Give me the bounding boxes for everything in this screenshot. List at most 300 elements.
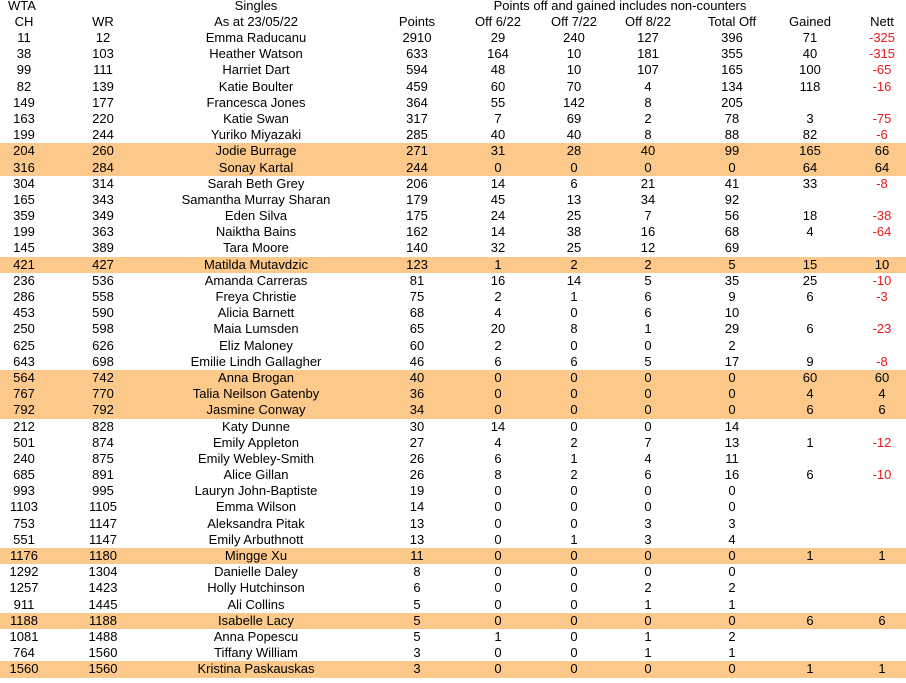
cell-off2: 1	[570, 531, 578, 547]
cell-wr: 536	[92, 272, 114, 288]
cell-off1: 0	[494, 580, 502, 596]
cell-points: 364	[406, 94, 428, 110]
cell-points: 8	[413, 564, 421, 580]
cell-wr: 875	[92, 450, 114, 466]
cell-off3: 5	[644, 272, 652, 288]
cell-points: 40	[409, 369, 425, 385]
header-wta: WTA	[8, 0, 36, 13]
cell-off3: 40	[640, 143, 656, 159]
cell-nett: 6	[878, 402, 886, 418]
cell-name: Katie Boulter	[218, 78, 294, 94]
cell-ch: 38	[16, 46, 32, 62]
cell-off3: 127	[637, 30, 659, 45]
cell-nett	[858, 532, 906, 548]
cell-nett: 64	[874, 159, 890, 175]
cell-total: 205	[721, 94, 743, 110]
cell-name: Mingge Xu	[224, 548, 288, 563]
cell-ch: 501	[13, 434, 35, 450]
cell-points: 30	[409, 418, 425, 434]
cell-off2: 0	[570, 418, 578, 434]
cell-ch: 99	[16, 62, 32, 78]
cell-name: Ali Collins	[227, 596, 285, 612]
cell-off3: 3	[644, 515, 652, 531]
cell-off2: 14	[566, 272, 582, 288]
cell-total: 17	[724, 353, 740, 369]
cell-gained: 25	[802, 272, 818, 288]
cell-ch: 1103	[10, 499, 38, 515]
cell-nett: -23	[872, 321, 892, 337]
cell-gained: 118	[799, 78, 821, 94]
cell-nett	[858, 192, 906, 208]
cell-wr: 427	[92, 256, 114, 272]
cell-points: 60	[409, 337, 425, 353]
cell-off2: 25	[566, 240, 582, 256]
cell-gained: 40	[802, 46, 818, 62]
cell-total: 99	[724, 143, 740, 159]
cell-nett: -75	[872, 110, 892, 126]
cell-total: 78	[724, 110, 740, 126]
cell-off3: 34	[640, 191, 656, 207]
cell-nett: 10	[874, 256, 890, 272]
cell-name: Alicia Barnett	[217, 305, 295, 321]
cell-total: 0	[728, 386, 736, 402]
cell-off2: 28	[566, 143, 582, 159]
col-header-off1: Off 6/22	[474, 14, 521, 29]
cell-off3: 0	[644, 159, 652, 175]
cell-name: Tiffany William	[214, 645, 298, 661]
cell-off1: 0	[494, 596, 502, 612]
cell-nett: -8	[876, 175, 888, 191]
cell-nett	[858, 338, 906, 354]
cell-name: Naiktha Bains	[215, 224, 297, 240]
cell-off2: 0	[570, 386, 578, 402]
table-row	[0, 305, 906, 321]
cell-off1: 32	[490, 240, 506, 256]
cell-ch: 145	[13, 240, 35, 256]
cell-ch: 421	[13, 256, 35, 272]
cell-off3: 16	[640, 224, 656, 240]
cell-total: 1	[728, 645, 736, 661]
table-row	[0, 240, 906, 256]
cell-total: 2	[728, 337, 736, 353]
cell-off1: 0	[494, 548, 502, 563]
header-note: Points off and gained includes non-counters	[493, 0, 747, 13]
cell-name: Emily Arbuthnott	[208, 531, 304, 547]
cell-ch: 212	[13, 418, 35, 434]
cell-off1: 4	[494, 434, 502, 450]
cell-off1: 60	[490, 78, 506, 94]
cell-off2: 240	[563, 30, 585, 45]
cell-gained: 4	[806, 386, 814, 402]
table-row	[0, 79, 906, 95]
cell-name: Danielle Daley	[214, 564, 298, 580]
cell-off2: 25	[566, 208, 582, 224]
cell-wr: 770	[92, 386, 114, 402]
cell-off3: 4	[644, 78, 652, 94]
cell-points: 19	[409, 483, 425, 499]
cell-off2: 0	[570, 564, 578, 580]
cell-points: 13	[409, 515, 425, 531]
table-row	[0, 548, 906, 564]
cell-off2: 38	[566, 224, 582, 240]
cell-total: 69	[724, 240, 740, 256]
cell-off1: 14	[490, 418, 506, 434]
player-rows	[0, 30, 906, 678]
cell-total: 2	[728, 628, 736, 644]
cell-nett: -10	[872, 467, 892, 483]
cell-off2: 0	[570, 159, 578, 175]
cell-nett	[858, 580, 906, 596]
cell-nett: -64	[872, 224, 892, 240]
cell-wr: 363	[92, 224, 114, 240]
table-row	[0, 661, 906, 677]
table-row	[0, 435, 906, 451]
cell-nett	[858, 483, 906, 499]
cell-off3: 0	[644, 499, 652, 515]
cell-ch: 1292	[9, 564, 39, 580]
cell-gained: 165	[799, 143, 821, 159]
cell-wr: 698	[92, 353, 114, 369]
cell-wr: 1105	[89, 499, 117, 515]
table-row	[0, 208, 906, 224]
cell-off1: 40	[490, 127, 506, 143]
cell-off3: 0	[644, 483, 652, 499]
cell-name: Maia Lumsden	[213, 321, 299, 337]
table-row	[0, 580, 906, 596]
cell-points: 13	[409, 531, 425, 547]
cell-ch: 453	[13, 305, 35, 321]
cell-off1: 45	[490, 191, 506, 207]
cell-name: Samantha Murray Sharan	[181, 191, 331, 207]
cell-nett	[858, 645, 906, 661]
cell-wr: 260	[92, 143, 114, 159]
cell-ch: 286	[13, 289, 35, 304]
cell-nett: -6	[876, 127, 888, 143]
header-singles: Singles	[234, 0, 278, 13]
cell-ch: 316	[13, 159, 35, 175]
cell-nett: -16	[872, 78, 892, 94]
cell-ch: 236	[13, 272, 35, 288]
cell-nett	[858, 451, 906, 467]
cell-off3: 6	[644, 289, 652, 304]
cell-wr: 1445	[88, 596, 118, 612]
cell-points: 46	[409, 353, 425, 369]
cell-total: 396	[721, 30, 743, 45]
cell-gained	[780, 338, 840, 354]
cell-total: 134	[721, 78, 743, 94]
cell-total: 0	[728, 548, 736, 563]
cell-nett: -10	[872, 272, 892, 288]
cell-points: 140	[406, 240, 428, 256]
cell-off3: 8	[644, 94, 652, 110]
cell-gained: 6	[806, 321, 814, 337]
cell-off2: 0	[570, 499, 578, 515]
cell-off3: 0	[644, 661, 652, 677]
cell-off1: 164	[487, 46, 509, 62]
cell-ch: 551	[13, 531, 35, 547]
cell-wr: 1423	[88, 580, 118, 596]
table-row	[0, 467, 906, 483]
col-header-off3: Off 8/22	[624, 14, 671, 29]
cell-off2: 0	[570, 548, 578, 563]
cell-wr: 177	[92, 94, 114, 110]
cell-off3: 12	[640, 240, 656, 256]
cell-off3: 2	[644, 256, 652, 272]
cell-ch: 240	[13, 450, 35, 466]
cell-off1: 48	[490, 62, 506, 78]
cell-nett	[858, 629, 906, 645]
cell-off2: 0	[570, 305, 578, 321]
cell-wr: 792	[92, 402, 114, 418]
cell-total: 165	[721, 62, 743, 78]
cell-points: 285	[406, 127, 428, 143]
cell-nett: -65	[872, 62, 892, 78]
cell-gained: 33	[802, 175, 818, 191]
cell-points: 179	[406, 191, 428, 207]
cell-off1: 31	[490, 143, 506, 159]
cell-points: 162	[406, 224, 428, 240]
cell-total: 68	[724, 224, 740, 240]
cell-nett	[858, 305, 906, 321]
cell-points: 594	[406, 62, 428, 78]
table-row	[0, 273, 906, 289]
cell-off3: 0	[644, 402, 652, 418]
cell-off3: 0	[644, 548, 652, 563]
cell-ch: 753	[13, 515, 35, 531]
cell-off1: 20	[490, 321, 506, 337]
cell-name: Yuriko Miyazaki	[210, 127, 302, 143]
cell-gained: 4	[806, 224, 814, 240]
cell-off2: 0	[570, 337, 578, 353]
cell-gained	[780, 240, 840, 256]
cell-nett: 4	[878, 386, 886, 402]
cell-gained: 18	[802, 208, 818, 224]
cell-name: Anna Brogan	[218, 369, 294, 385]
cell-name: Sonay Kartal	[218, 159, 294, 175]
cell-points: 2910	[402, 30, 432, 45]
cell-gained	[780, 451, 840, 467]
cell-off2: 1	[570, 289, 578, 304]
cell-off2: 70	[566, 78, 582, 94]
cell-points: 459	[406, 78, 428, 94]
cell-ch: 163	[13, 110, 35, 126]
cell-off2: 0	[570, 645, 578, 661]
cell-points: 175	[406, 208, 428, 224]
cell-name: Francesca Jones	[206, 94, 306, 110]
table-row	[0, 386, 906, 402]
cell-points: 68	[409, 305, 425, 321]
cell-off2: 0	[570, 580, 578, 596]
cell-off3: 6	[644, 467, 652, 483]
cell-wr: 1560	[88, 645, 118, 661]
cell-off2: 2	[570, 467, 578, 483]
cell-ch: 1081	[9, 628, 39, 644]
cell-gained: 1	[806, 434, 814, 450]
cell-off2: 1	[570, 450, 578, 466]
cell-total: 10	[724, 305, 740, 321]
cell-nett	[858, 95, 906, 111]
cell-total: 2	[728, 580, 736, 596]
cell-off2: 0	[570, 402, 578, 418]
cell-points: 3	[413, 661, 421, 677]
cell-off3: 0	[644, 612, 652, 628]
cell-off1: 1	[494, 628, 502, 644]
cell-off1: 0	[494, 386, 502, 402]
cell-points: 65	[409, 321, 425, 337]
table-row	[0, 62, 906, 78]
cell-ch: 625	[13, 337, 35, 353]
cell-off2: 0	[570, 369, 578, 385]
cell-off3: 107	[637, 62, 659, 78]
cell-gained: 6	[806, 402, 814, 418]
cell-points: 633	[406, 46, 428, 62]
cell-off2: 0	[570, 515, 578, 531]
cell-wr: 139	[92, 78, 114, 94]
cell-name: Katie Swan	[223, 110, 289, 126]
table-row	[0, 597, 906, 613]
cell-ch: 1176	[10, 548, 38, 563]
cell-off2: 8	[570, 321, 578, 337]
cell-name: Alice Gillan	[223, 467, 289, 483]
table-row	[0, 95, 906, 111]
cell-gained	[780, 305, 840, 321]
cell-off2: 69	[566, 110, 582, 126]
cell-gained: 60	[802, 369, 818, 385]
cell-off1: 1	[494, 256, 502, 272]
table-row	[0, 224, 906, 240]
table-row	[0, 370, 906, 386]
cell-wr: 1488	[88, 628, 118, 644]
cell-name: Holly Hutchinson	[207, 580, 305, 596]
cell-off2: 6	[570, 175, 578, 191]
table-row	[0, 516, 906, 532]
cell-ch: 199	[13, 127, 35, 143]
cell-off1: 0	[494, 499, 502, 515]
cell-wr: 1188	[89, 612, 117, 628]
cell-off3: 1	[644, 596, 652, 612]
cell-gained: 71	[802, 30, 818, 45]
table-row	[0, 111, 906, 127]
table-row	[0, 354, 906, 370]
table-row	[0, 419, 906, 435]
cell-off2: 2	[570, 256, 578, 272]
cell-gained	[780, 499, 840, 515]
cell-ch: 564	[13, 369, 35, 385]
col-header-total: Total Off	[707, 14, 757, 29]
cell-nett	[858, 597, 906, 613]
cell-wr: 389	[92, 240, 114, 256]
cell-total: 16	[724, 467, 740, 483]
table-row	[0, 257, 906, 273]
cell-off2: 2	[570, 434, 578, 450]
cell-gained: 3	[806, 110, 814, 126]
cell-off1: 0	[494, 483, 502, 499]
cell-total: 0	[728, 483, 736, 499]
cell-wr: 891	[92, 467, 114, 483]
cell-name: Amanda Carreras	[204, 272, 308, 288]
col-header-name: As at 23/05/22	[214, 14, 298, 29]
cell-gained: 100	[799, 62, 821, 78]
cell-gained: 9	[806, 353, 814, 369]
cell-ch: 911	[13, 596, 35, 612]
cell-total: 41	[724, 175, 740, 191]
cell-total: 56	[724, 208, 740, 224]
cell-name: Emma Raducanu	[205, 30, 307, 45]
cell-points: 317	[406, 110, 428, 126]
cell-gained	[780, 532, 840, 548]
cell-off1: 6	[494, 353, 502, 369]
cell-name: Emily Webley-Smith	[197, 450, 315, 466]
cell-off1: 0	[494, 369, 502, 385]
table-row	[0, 483, 906, 499]
cell-off3: 0	[644, 564, 652, 580]
cell-off1: 4	[494, 305, 502, 321]
cell-name: Harriet Dart	[222, 62, 290, 78]
cell-off2: 10	[566, 62, 582, 78]
cell-nett: -325	[868, 30, 896, 45]
cell-off1: 2	[494, 337, 502, 353]
cell-wr: 12	[95, 30, 111, 45]
table-row	[0, 127, 906, 143]
cell-total: 0	[728, 499, 736, 515]
cell-total: 35	[724, 272, 740, 288]
cell-nett: -12	[872, 434, 892, 450]
cell-name: Kristina Paskauskas	[197, 661, 315, 677]
cell-off1: 55	[490, 94, 506, 110]
cell-off1: 0	[494, 515, 502, 531]
cell-nett	[858, 419, 906, 435]
cell-name: Lauryn John-Baptiste	[194, 483, 318, 499]
table-row	[0, 160, 906, 176]
cell-off1: 6	[494, 450, 502, 466]
cell-off3: 2	[644, 580, 652, 596]
cell-points: 123	[406, 256, 428, 272]
cell-total: 92	[724, 191, 740, 207]
cell-off1: 14	[490, 224, 506, 240]
cell-points: 11	[410, 548, 424, 563]
cell-total: 9	[728, 289, 736, 304]
cell-gained: 15	[802, 256, 818, 272]
cell-off3: 21	[640, 175, 656, 191]
table-row	[0, 613, 906, 629]
cell-off1: 0	[494, 645, 502, 661]
cell-gained: 1	[806, 661, 814, 677]
cell-ch: 149	[13, 94, 35, 110]
cell-off3: 1	[644, 321, 652, 337]
cell-gained: 6	[806, 467, 814, 483]
cell-off2: 0	[570, 628, 578, 644]
cell-points: 26	[409, 450, 425, 466]
cell-wr: 314	[92, 175, 114, 191]
cell-off1: 0	[494, 402, 502, 418]
cell-wr: 220	[92, 110, 114, 126]
cell-off2: 0	[570, 596, 578, 612]
cell-total: 4	[728, 531, 736, 547]
cell-ch: 204	[13, 143, 35, 159]
cell-wr: 349	[92, 208, 114, 224]
cell-ch: 1257	[9, 580, 39, 596]
cell-off2: 10	[566, 46, 582, 62]
cell-wr: 828	[92, 418, 114, 434]
cell-gained	[780, 419, 840, 435]
cell-name: Katy Dunne	[222, 418, 290, 434]
cell-off1: 14	[490, 175, 506, 191]
cell-off1: 0	[494, 661, 502, 677]
table-row	[0, 289, 906, 305]
cell-off3: 7	[644, 434, 652, 450]
cell-points: 5	[413, 628, 421, 644]
cell-off3: 0	[644, 369, 652, 385]
